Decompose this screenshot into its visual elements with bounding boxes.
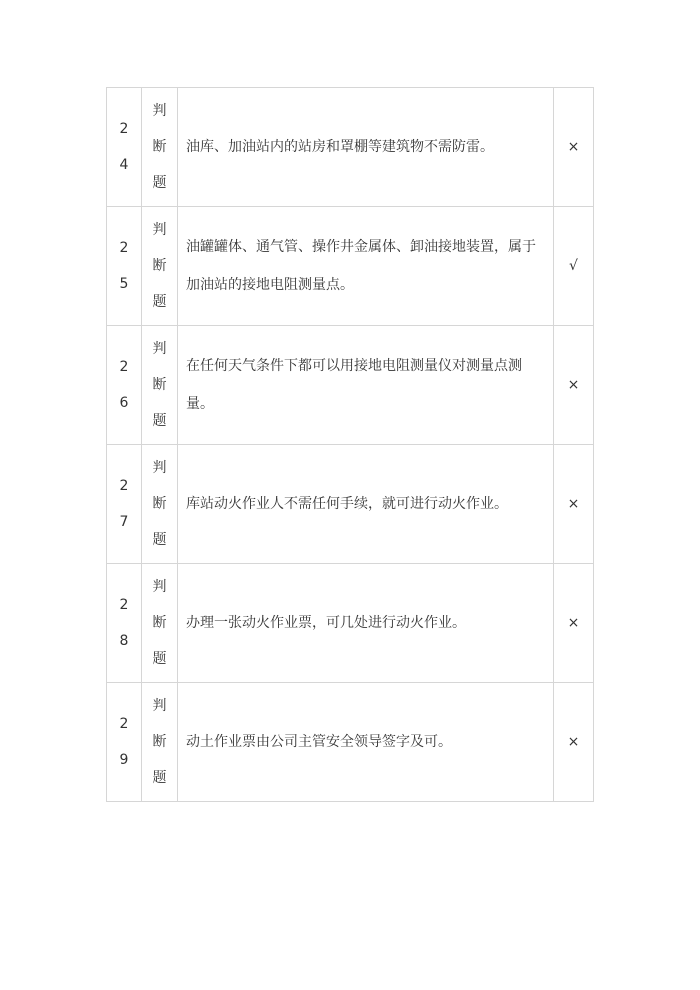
- question-type-cell: [142, 88, 178, 207]
- answer-mark: ×: [554, 326, 594, 445]
- table-row: [107, 326, 594, 445]
- question-text: 在任何天气条件下都可以用接地电阻测量仪对测量点测量。: [178, 326, 554, 445]
- question-number-cell: [107, 445, 142, 564]
- question-type-char: 判: [152, 698, 167, 714]
- answer-mark: ×: [554, 564, 594, 683]
- question-number-digit: 2: [119, 716, 129, 732]
- question-number-cell: [107, 564, 142, 683]
- question-type-char: 断: [152, 496, 167, 512]
- question-text: 动土作业票由公司主管安全领导签字及可。: [178, 683, 554, 802]
- question-type-char: 判: [152, 222, 167, 238]
- question-number-digit: 2: [119, 121, 129, 137]
- answer-mark: √: [554, 207, 594, 326]
- question-text: 库站动火作业人不需任何手续，就可进行动火作业。: [178, 445, 554, 564]
- question-type-char: 题: [152, 532, 167, 548]
- question-number-cell: [107, 683, 142, 802]
- question-type-char: 题: [152, 175, 167, 191]
- question-type-cell: [142, 445, 178, 564]
- question-number-digit: 7: [119, 514, 129, 530]
- question-type-char: 题: [152, 294, 167, 310]
- question-type-char: 判: [152, 103, 167, 119]
- question-type-char: 题: [152, 770, 167, 786]
- answer-mark: ×: [554, 445, 594, 564]
- question-number-cell: [107, 207, 142, 326]
- question-type-char: 断: [152, 734, 167, 750]
- question-type-char: 题: [152, 651, 167, 667]
- question-number-digit: 6: [119, 395, 129, 411]
- question-number-cell: [107, 88, 142, 207]
- question-text: 办理一张动火作业票，可几处进行动火作业。: [178, 564, 554, 683]
- question-number-digit: 8: [119, 633, 129, 649]
- table-row: [107, 564, 594, 683]
- question-number-digit: 2: [119, 478, 129, 494]
- question-type-char: 断: [152, 258, 167, 274]
- question-number-cell: [107, 326, 142, 445]
- answer-mark: ×: [554, 683, 594, 802]
- question-type-cell: [142, 326, 178, 445]
- question-type-char: 判: [152, 579, 167, 595]
- question-type-cell: [142, 564, 178, 683]
- question-number-digit: 4: [119, 157, 129, 173]
- table-row: [107, 207, 594, 326]
- question-type-char: 判: [152, 460, 167, 476]
- question-number-digit: 2: [119, 597, 129, 613]
- question-text: 油库、加油站内的站房和罩棚等建筑物不需防雷。: [178, 88, 554, 207]
- question-type-cell: [142, 683, 178, 802]
- table-row: [107, 445, 594, 564]
- question-type-char: 断: [152, 615, 167, 631]
- question-type-char: 判: [152, 341, 167, 357]
- question-number-digit: 9: [119, 752, 129, 768]
- question-number-digit: 2: [119, 359, 129, 375]
- question-type-char: 断: [152, 377, 167, 393]
- question-type-cell: [142, 207, 178, 326]
- question-type-char: 断: [152, 139, 167, 155]
- table-row: [107, 683, 594, 802]
- question-number-digit: 2: [119, 240, 129, 256]
- question-number-digit: 5: [119, 276, 129, 292]
- table-row: [107, 88, 594, 207]
- question-type-char: 题: [152, 413, 167, 429]
- answer-mark: ×: [554, 88, 594, 207]
- question-text: 油罐罐体、通气管、操作井金属体、卸油接地装置，属于加油站的接地电阻测量点。: [178, 207, 554, 326]
- quiz-table: [106, 87, 594, 802]
